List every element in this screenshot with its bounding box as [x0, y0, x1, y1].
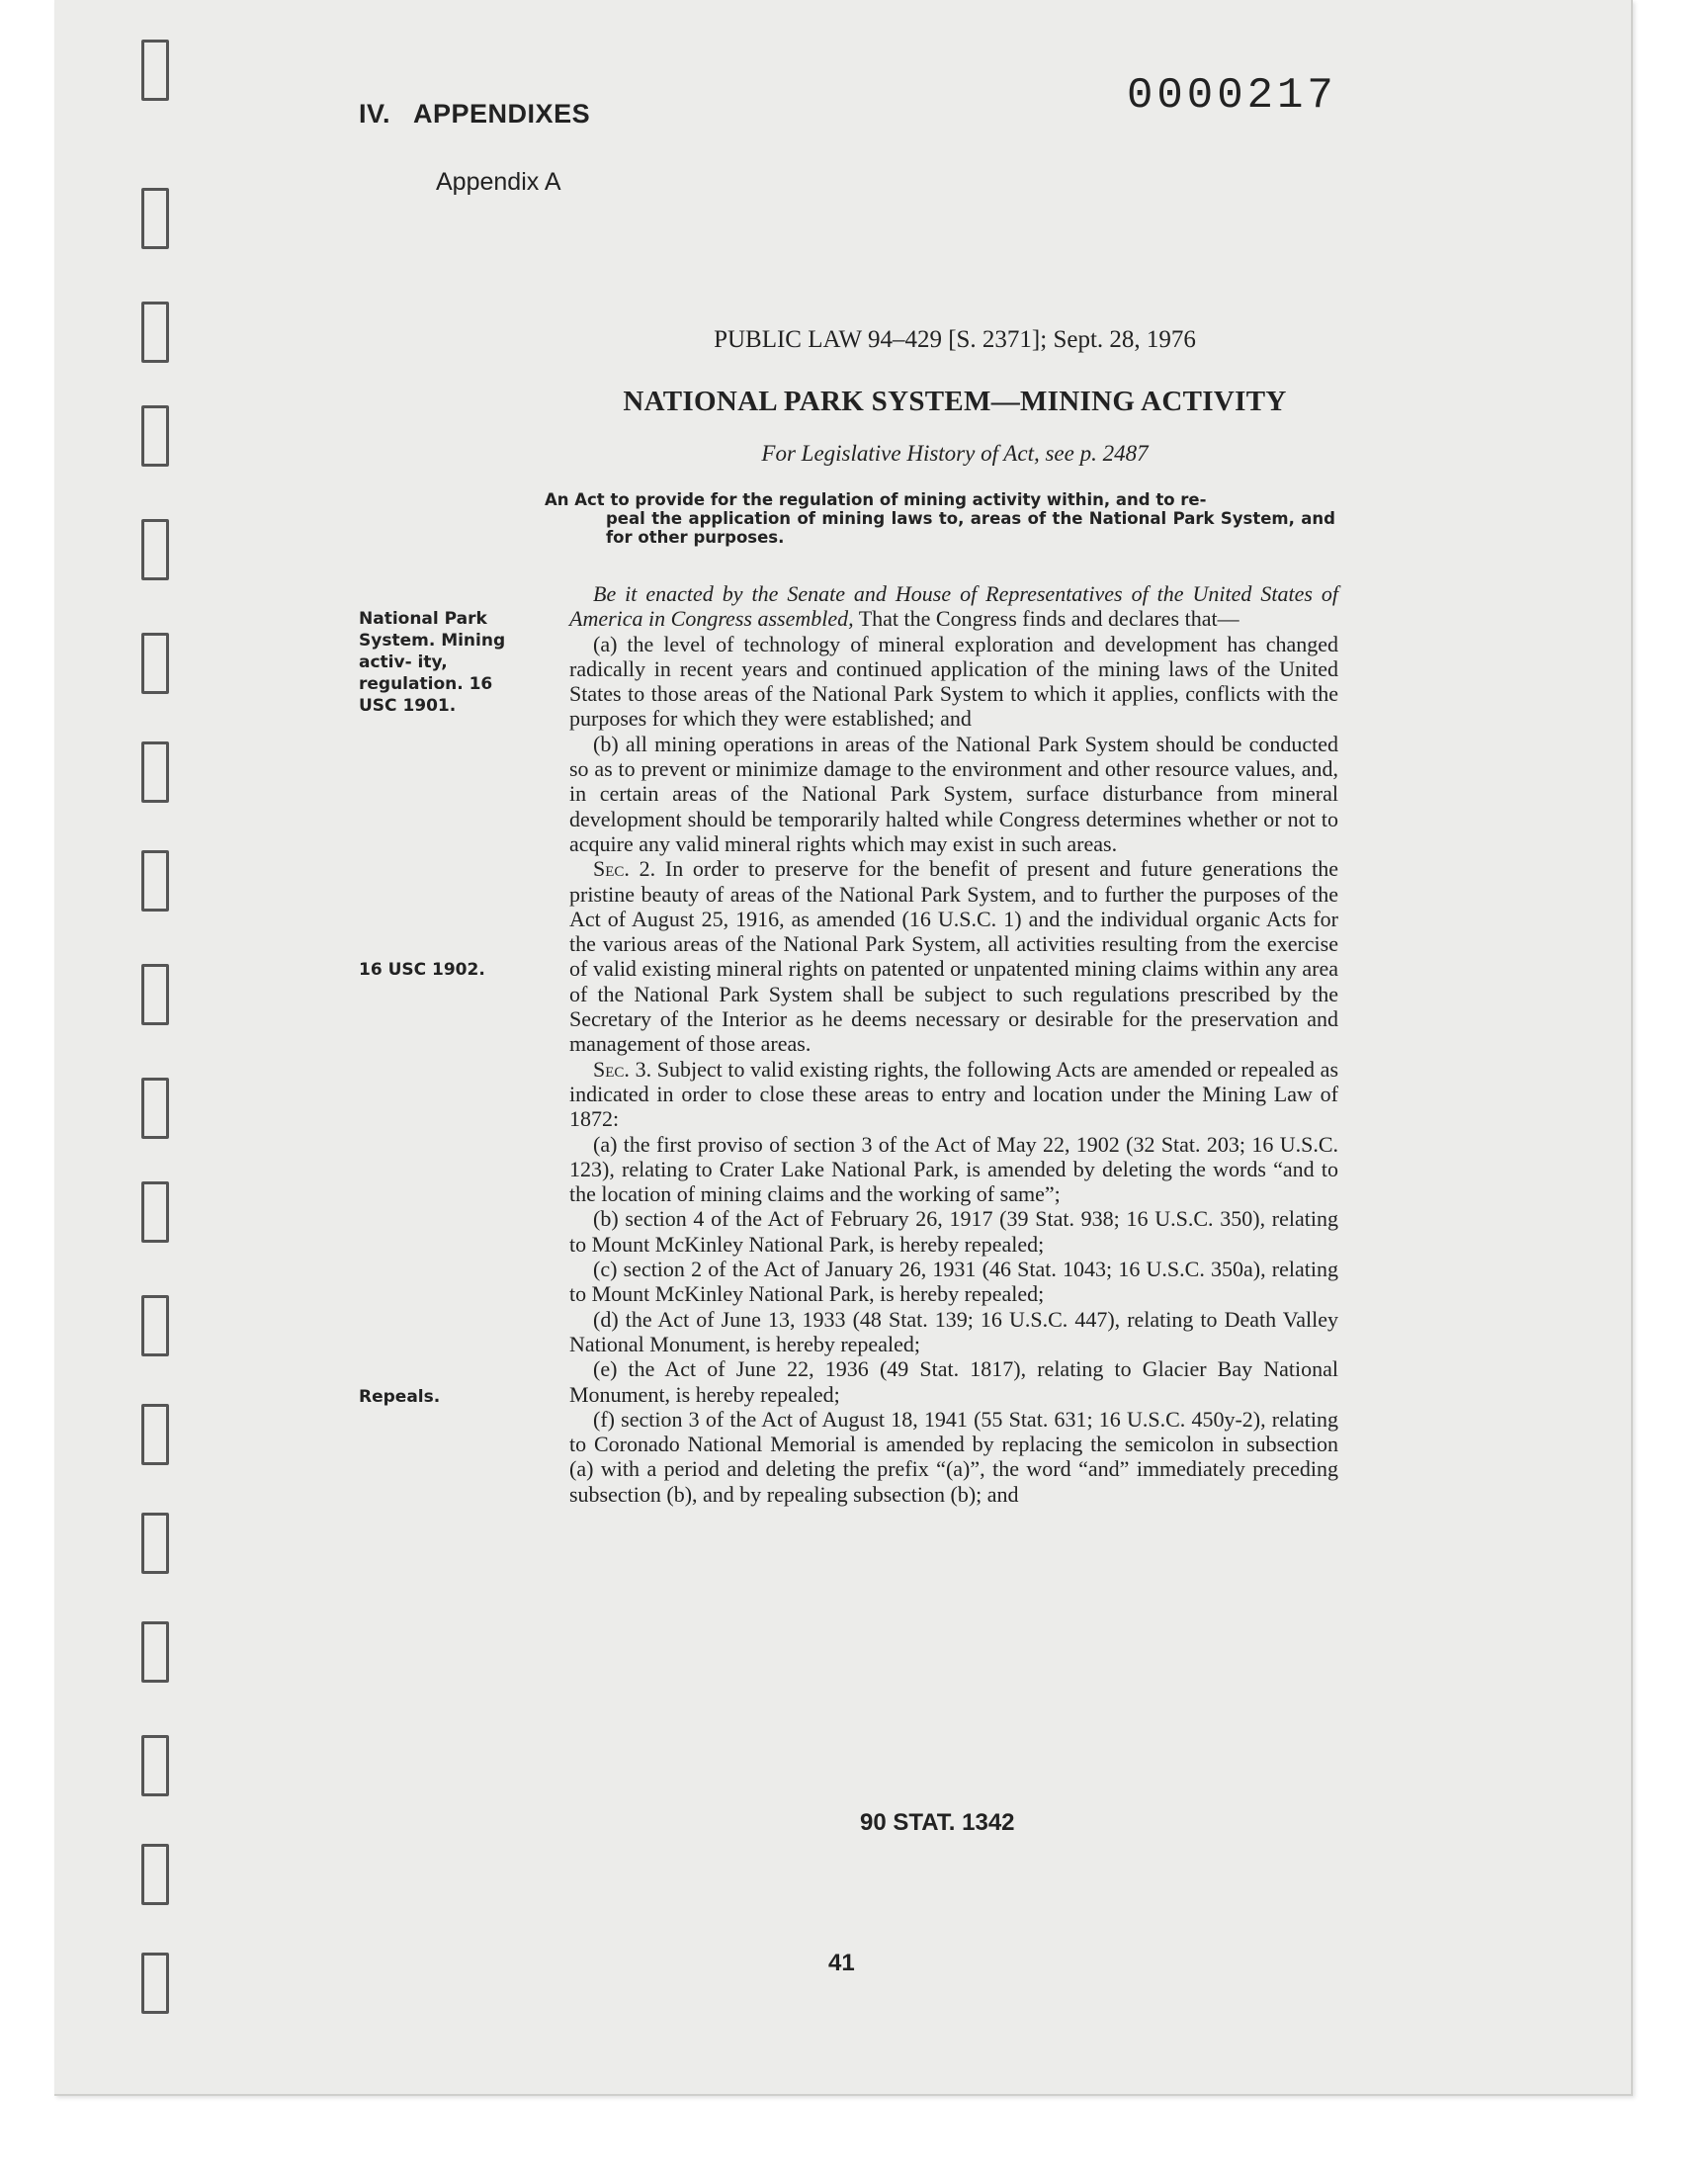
act-purpose-first-line: An Act to provide for the regulation of mining activity within, and to re-	[545, 490, 1207, 509]
finding-a: (a) the level of technology of mineral exploration and development has changed radically in recent years and continued application of the mining laws of the United States to those areas of the National Park System to which it applies, conflicts with the purposes for which they were established; and	[569, 631, 1338, 732]
binder-hole	[141, 1078, 169, 1139]
margin-note-national-park: National Park System. Mining activ- ity, regulation. 16 USC 1901.	[359, 609, 506, 716]
section-2-label: Sec. 2.	[593, 856, 656, 882]
section-3-label: Sec. 3.	[593, 1056, 652, 1082]
binder-hole	[141, 1953, 169, 2014]
page-stamp: 0000217	[1127, 71, 1337, 121]
binder-hole	[141, 1844, 169, 1905]
binder-hole	[141, 1513, 169, 1574]
enacting-clause-italic: Be it enacted by the Senate and House of Representatives of the United States of America in Congress assembled,	[569, 581, 1338, 632]
margin-note-16-usc-1902: 16 USC 1902.	[359, 960, 485, 980]
section-2	[569, 856, 1338, 1056]
binder-hole	[141, 1735, 169, 1796]
binder-hole	[141, 519, 169, 580]
section-3-c: (c) section 2 of the Act of January 26, 1931 (46 Stat. 1043; 16 U.S.C. 350a), relating to Mount McKinley National Park, is hereby repealed;	[569, 1257, 1338, 1307]
binder-hole	[141, 40, 169, 101]
appendix-label: Appendix A	[436, 168, 561, 196]
binder-hole	[141, 405, 169, 467]
statute-citation-footer: 90 STAT. 1342	[860, 1809, 1015, 1836]
binder-hole	[141, 1621, 169, 1683]
section-3-f: (f) section 3 of the Act of August 18, 1941 (55 Stat. 631; 16 U.S.C. 450y-2), relating to Coronado National Memorial is amended by replacing the semicolon in subsection (a) with a period and deleting the prefix “(a)”, the word “and” immediately preceding subsection (b), and by repealing subsection (b); and	[569, 1406, 1338, 1507]
binder-hole	[141, 964, 169, 1025]
binder-hole	[141, 1181, 169, 1243]
law-citation: PUBLIC LAW 94–429 [S. 2371]; Sept. 28, 1976	[714, 326, 1196, 353]
legislative-history-note: For Legislative History of Act, see p. 2487	[761, 441, 1149, 466]
section-3	[569, 1057, 1338, 1132]
binder-hole	[141, 741, 169, 803]
section-3-b: (b) section 4 of the Act of February 26, 1917 (39 Stat. 938; 16 U.S.C. 350), relating to Mount McKinley National Park, is hereby repealed;	[569, 1206, 1338, 1257]
enacting-clause-rest: That the Congress finds and declares that—	[853, 606, 1239, 632]
act-purpose	[545, 490, 1335, 547]
act-purpose-continuation: peal the application of mining laws to, areas of the National Park System, and for other purposes.	[606, 509, 1335, 547]
section-3-a: (a) the first proviso of section 3 of the Act of May 22, 1902 (32 Stat. 203; 16 U.S.C. 123), relating to Crater Lake National Park, is amended by deleting the words “and to the location of mining claims and the working of same”;	[569, 1131, 1338, 1207]
act-title: NATIONAL PARK SYSTEM—MINING ACTIVITY	[623, 386, 1287, 417]
section-3-d: (d) the Act of June 13, 1933 (48 Stat. 139; 16 U.S.C. 447), relating to Death Valley National Monument, is hereby repealed;	[569, 1306, 1338, 1356]
section-3-e: (e) the Act of June 22, 1936 (49 Stat. 1817), relating to Glacier Bay National Monument, is hereby repealed;	[569, 1356, 1338, 1407]
section-2-text: In order to preserve for the benefit of present and future generations the pristine beauty of areas of the National Park System, and to further the purposes of the Act of August 25, 1916, as amended (16 U.S.C. 1) and the individual organic Acts for the various areas of the National Park System, all activities resulting from the exercise of valid existing mineral rights on patented or unpatented mining claims within any area of the National Park System shall be subject to such regulations prescribed by the Secretary of the Interior as he deems necessary or desirable for the preservation and management of those areas.	[569, 856, 1339, 1057]
margin-note-repeals: Repeals.	[359, 1387, 441, 1407]
section-3-text: Subject to valid existing rights, the following Acts are amended or repealed as indicated in order to close these areas to entry and location under the Mining Law of 1872:	[569, 1056, 1338, 1132]
finding-b: (b) all mining operations in areas of the National Park System should be conducted so as to prevent or minimize damage to the environment and other resource values, and, in certain areas of the National Park System, surface disturbance from mineral development should be temporarily halted while Congress determines whether or not to acquire any valid mineral rights which may exist in such areas.	[569, 731, 1338, 856]
section-heading: IV. APPENDIXES	[359, 99, 591, 129]
binder-hole	[141, 1295, 169, 1356]
binder-hole	[141, 302, 169, 363]
act-body	[569, 581, 1338, 1507]
enacting-clause	[569, 581, 1338, 632]
binder-hole	[141, 633, 169, 694]
page-number: 41	[828, 1950, 855, 1976]
binder-hole	[141, 850, 169, 912]
binder-hole	[141, 1404, 169, 1465]
binder-hole	[141, 188, 169, 249]
